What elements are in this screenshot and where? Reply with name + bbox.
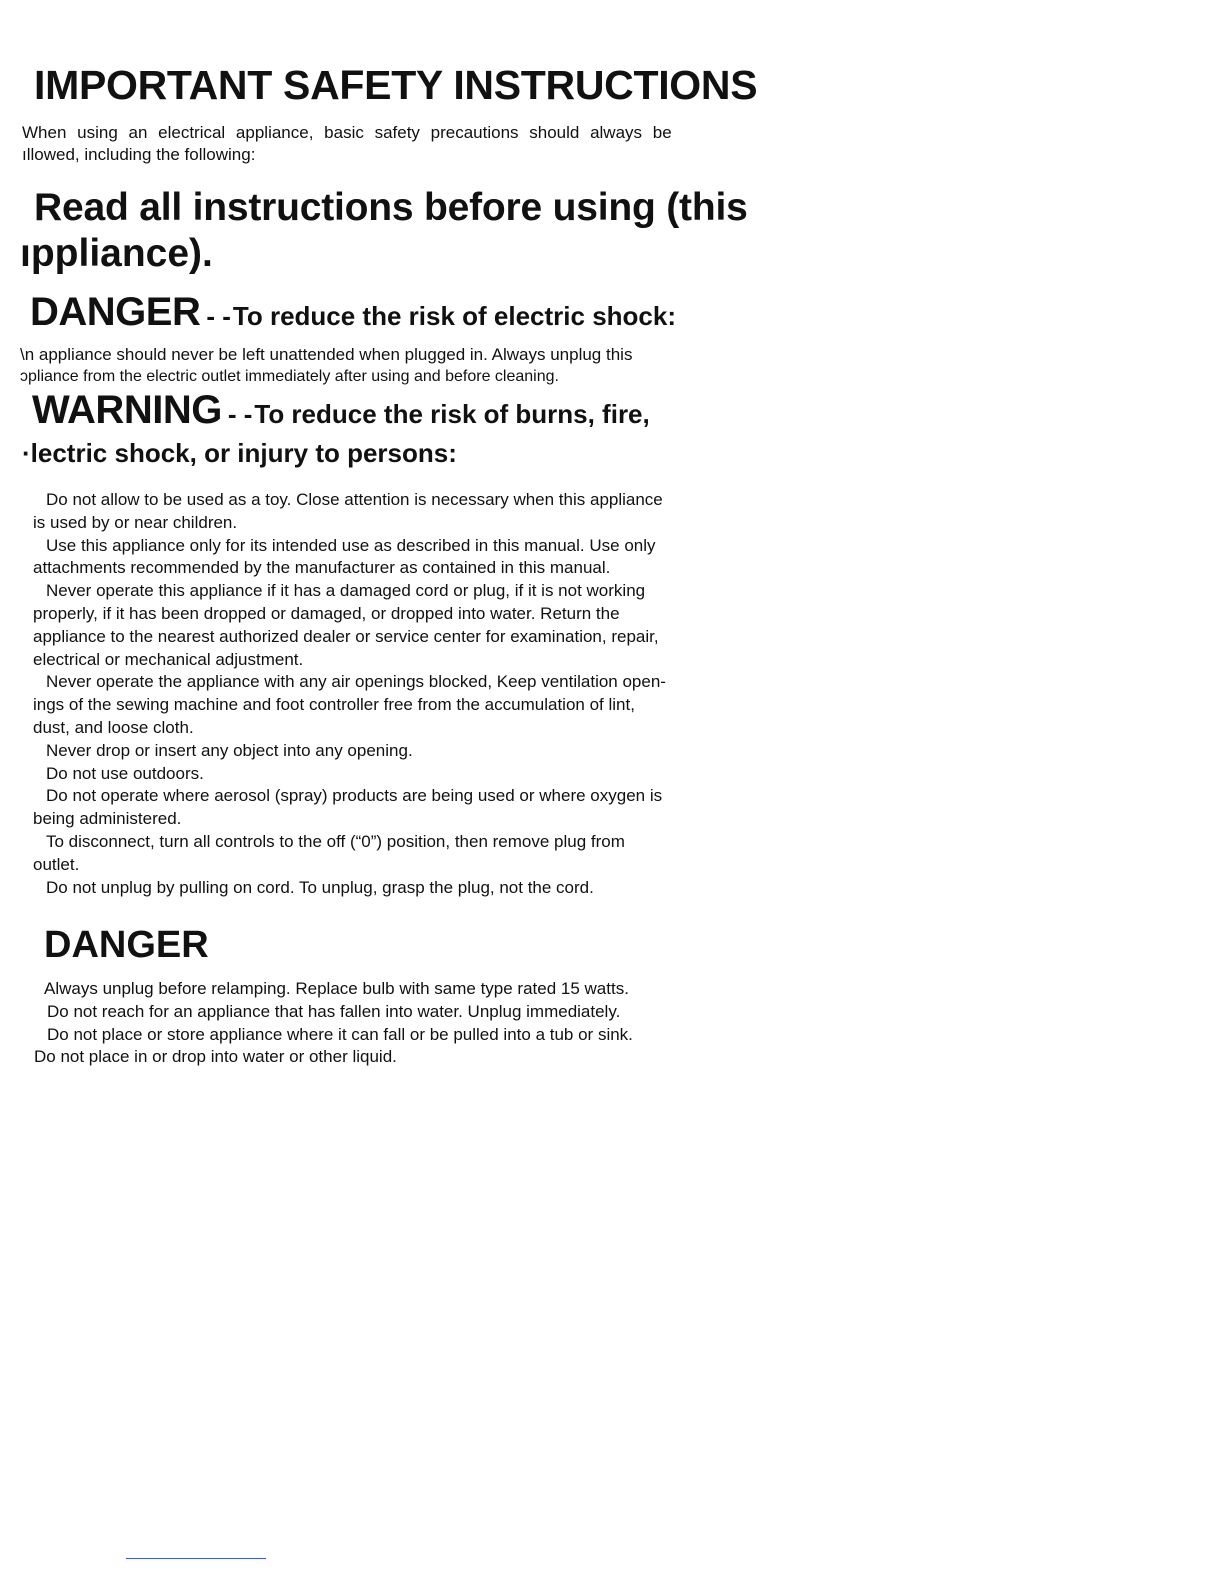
- list-item: properly, if it has been dropped or damaged, or dropped into water. Return the: [33, 603, 620, 623]
- warning-word: WARNING: [32, 388, 222, 432]
- list-item: Do not place in or drop into water or other liquid.: [34, 1047, 397, 1067]
- list-item: Do not place or store appliance where it can fall or be pulled into a tub or sink.: [47, 1024, 633, 1044]
- list-item: Do not reach for an appliance that has fallen into water. Unplug immediately.: [47, 1001, 621, 1021]
- list-item: Do not allow to be used as a toy. Close attention is necessary when this appliance: [46, 490, 663, 509]
- warning-instructions-list: [33, 489, 753, 899]
- list-item: electrical or mechanical adjustment.: [33, 649, 304, 669]
- footer-rule: [126, 1558, 266, 1559]
- read-instructions-heading-line-2: ıppliance).: [20, 232, 213, 275]
- list-item: outlet.: [33, 854, 80, 874]
- danger-heading: [30, 290, 676, 335]
- list-item: Do not operate where aerosol (spray) products are being used or where oxygen is: [46, 786, 663, 806]
- list-item: dust, and loose cloth.: [33, 717, 194, 737]
- list-item: Never drop or insert any object into any opening.: [46, 740, 413, 760]
- list-item: Do not use outdoors.: [46, 763, 204, 783]
- read-instructions-heading-line-1: Read all instructions before using (this: [34, 186, 748, 229]
- list-item: Always unplug before relamping. Replace bulb with same type rated 15 watts.: [44, 979, 629, 998]
- page-title: IMPORTANT SAFETY INSTRUCTIONS: [34, 62, 758, 108]
- intro-line-1: When using an electrical appliance, basic safety precautions should always be: [22, 123, 672, 142]
- list-item: appliance to the nearest authorized dealer or service center for examination, repair,: [33, 626, 659, 646]
- list-item: ings of the sewing machine and foot controller free from the accumulation of lint,: [33, 695, 635, 715]
- danger-dash: - -: [206, 301, 231, 331]
- list-item: being administered.: [33, 809, 182, 829]
- danger-subtitle: To reduce the risk of electric shock:: [232, 301, 676, 331]
- intro-line-2: ıllowed, including the following:: [22, 145, 256, 164]
- list-item: Do not unplug by pulling on cord. To unplug, grasp the plug, not the cord.: [46, 877, 594, 897]
- danger-instructions-list: [34, 978, 754, 1069]
- danger-word: DANGER: [30, 290, 201, 334]
- warning-subtitle-part-2: ·lectric shock, or injury to persons:: [22, 438, 457, 468]
- list-item: To disconnect, turn all controls to the off (“0”) position, then remove plug from: [46, 831, 625, 851]
- danger-text-line-2: ɔpliance from the electric outlet immediately after using and before cleaning.: [20, 368, 559, 385]
- warning-heading: [32, 388, 650, 433]
- warning-dash: - -: [227, 399, 253, 429]
- danger-text-line-1: \n appliance should never be left unattended when plugged in. Always unplug this: [20, 345, 633, 364]
- list-item: Never operate the appliance with any air openings blocked, Keep ventilation open-: [46, 672, 666, 692]
- danger-second-heading: DANGER: [44, 924, 209, 966]
- list-item: Never operate this appliance if it has a damaged cord or plug, if it is not working: [46, 581, 646, 601]
- list-item: is used by or near children.: [33, 512, 238, 532]
- list-item: Use this appliance only for its intended use as described in this manual. Use only: [46, 535, 656, 555]
- list-item: attachments recommended by the manufacturer as contained in this manual.: [33, 558, 611, 578]
- warning-subtitle-part-1: To reduce the risk of burns, fire,: [254, 399, 650, 429]
